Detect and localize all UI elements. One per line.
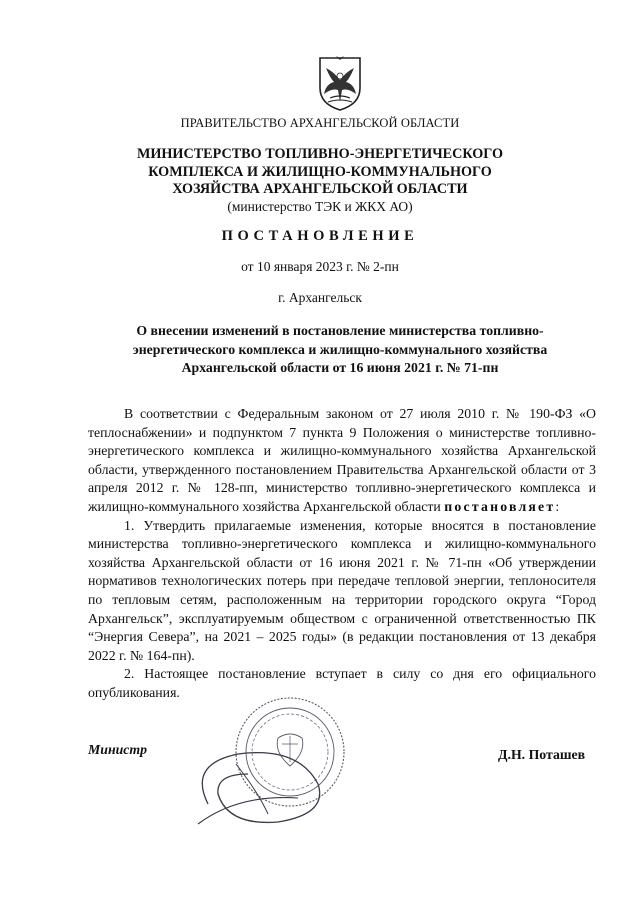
signatory-name: Д.Н. Поташев [498,747,586,762]
ministry-name-line: МИНИСТЕРСТВО ТОПЛИВНО-ЭНЕРГЕТИЧЕСКОГО [136,146,504,162]
signatory-position: Министр [88,742,148,757]
subject-line: энергетического комплекса и жилищно-коммунального хозяйства [132,341,548,357]
subject-line: О внесении изменений в постановление министерства топливно- [136,323,544,338]
document-city: г. Архангельск [278,290,362,305]
item-1-paragraph: 1. Утвердить прилагаемые изменения, которые вносятся в постановление министерства топливно-энергетического комплекса и жилищно-коммунального хозяйства Архангельской области от 16 июня 2021 г. № 71-пн «Об утверждении нормативов технологических потерь при передаче тепловой энергии, теплоносителя по тепловым сетям, расположенным на территории городского округа “Город Архангельск”, эксплуатируемым обществом с ограниченной ответственностью ПК “Энергия Севера”, на 2021 – 2025 годы» (в редакции постановления от 13 декабря 2022 г. № 164-пн). [88,517,596,663]
preamble-text: В соответствии с Федеральным законом от 27 июля 2010 г. № 190-ФЗ «О теплоснабжении» и подпунктом 7 пункта 9 Положения о министерстве топливно-энергетического комплекса и жилищно-коммунального хозяйства Архангельской области, утвержденного постановлением Правительства Архангельской области от 3 апреля 2012 г. № 128-пп, министерство топливно-энергетического комплекса и жилищно-коммунального хозяйства Архангельской области [88,406,596,514]
government-title: ПРАВИТЕЛЬСТВО АРХАНГЕЛЬСКОЙ ОБЛАСТИ [180,116,460,130]
document-subject [100,322,580,378]
ministry-name-line: ХОЗЯЙСТВА АРХАНГЕЛЬСКОЙ ОБЛАСТИ [172,181,468,197]
document-type: ПОСТАНОВЛЕНИЕ [221,228,419,244]
preamble-paragraph [88,405,596,517]
item-2-paragraph: 2. Настоящее постановление вступает в силу со дня его официального опубликования. [88,666,596,700]
decree-colon: : [555,498,560,514]
official-seal-stamp [178,694,368,844]
ministry-short-name: (министерство ТЭК и ЖКХ АО) [227,199,413,214]
decree-word: постановляет [444,498,556,514]
subject-line: Архангельской области от 16 июня 2021 г. № 71-пн [181,360,499,375]
ministry-name-line: КОМПЛЕКСА И ЖИЛИЩНО-КОММУНАЛЬНОГО [148,163,492,180]
document-body [88,405,596,703]
coat-of-arms-icon [316,54,364,112]
ministry-name [60,146,580,199]
document-date-number: от 10 января 2023 г. № 2-пн [241,259,399,274]
